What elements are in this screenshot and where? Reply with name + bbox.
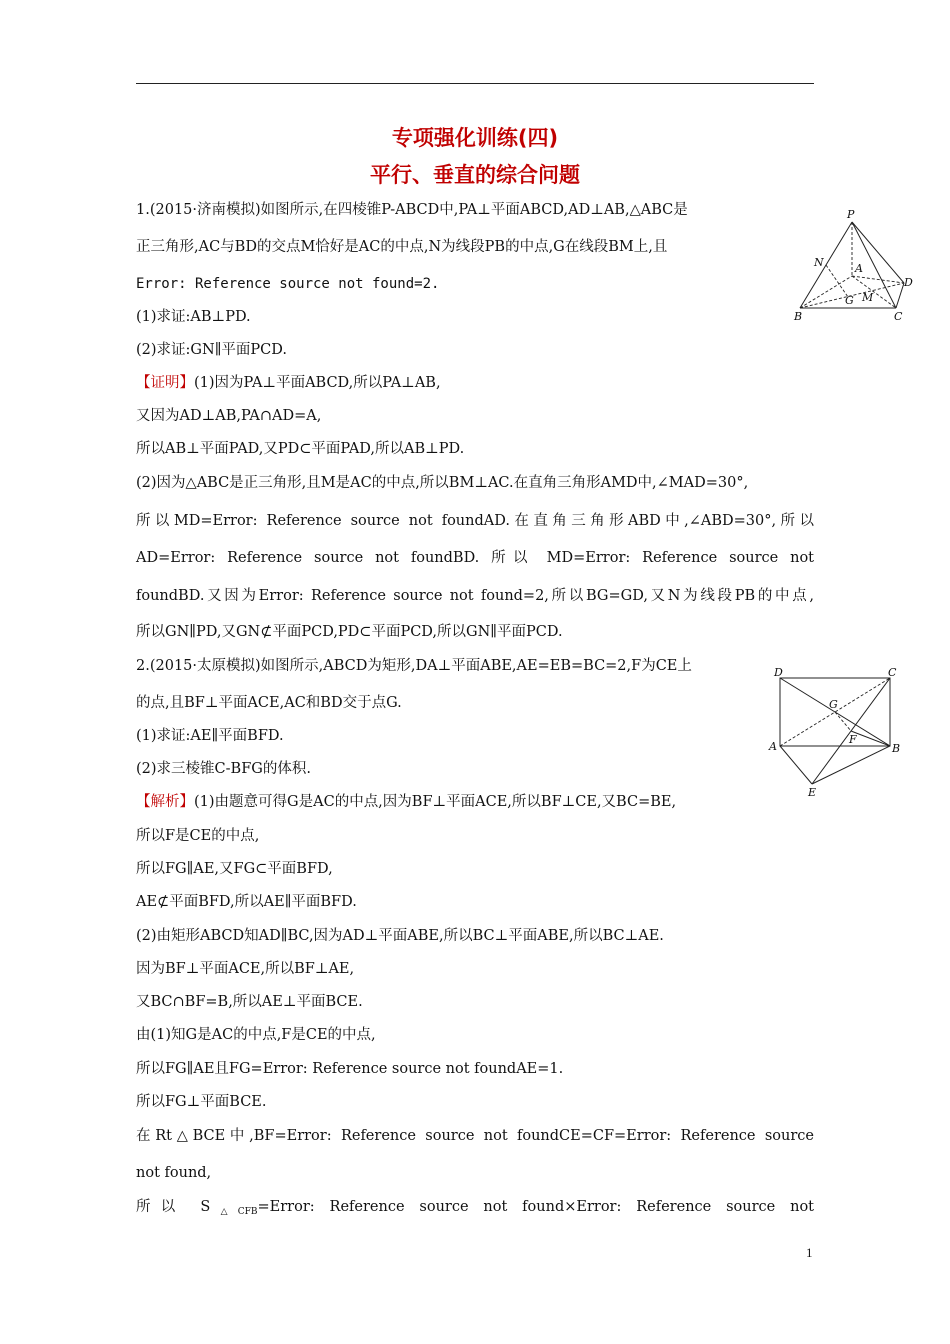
p2-answer-line: 所以FG⊥平面BCE.: [136, 1094, 267, 1110]
p1-answer-line: 所以MD=Error: Reference source not foundAD.在直角三角形ABD中,∠ABD=30°,所以: [136, 513, 814, 529]
p2-answer-line: 又BC∩BF=B,所以AE⊥平面BCE.: [136, 994, 363, 1010]
label-B: B: [794, 310, 803, 323]
p1-question-line: Error: Reference source not found=2.: [136, 276, 440, 292]
p1-question-line: 1.(2015·济南模拟)如图所示,在四棱锥P-ABCD中,PA⊥平面ABCD,AD⊥AB,△ABC是: [136, 202, 688, 218]
p2-answer-line: 由(1)知G是AC的中点,F是CE的中点,: [136, 1027, 376, 1043]
label-C: C: [888, 666, 897, 679]
triangle-subscript: △CFB: [210, 1207, 258, 1217]
label-G: G: [845, 294, 854, 307]
p2-answer-line: 所以F是CE的中点,: [136, 828, 260, 844]
p1-answer-line: foundBD.又因为Error: Reference source not found=2,所以BG=GD,又N为线段PB的中点,: [136, 588, 814, 604]
page-title: 专项强化训练(四): [391, 126, 559, 150]
header-rule: [136, 83, 814, 84]
pyramid-figure: [786, 206, 916, 326]
page-number: 1: [806, 1245, 813, 1260]
p2-question-line: 的点,且BF⊥平面ACE,AC和BD交于点G.: [136, 695, 402, 711]
p2-answer-line: 在Rt△BCE中,BF=Error: Reference source not foundCE=CF=Error: Reference source: [136, 1128, 814, 1144]
label-A: A: [769, 740, 777, 753]
p2-answer-line: 所以FG∥AE且FG=Error: Reference source not foundAE=1.: [136, 1061, 564, 1077]
p1-answer-line: 又因为AD⊥AB,PA∩AD=A,: [136, 408, 322, 424]
p2-part1: (1)求证:AE∥平面BFD.: [136, 728, 284, 744]
label-F: F: [849, 733, 857, 746]
p2-answer-line: (2)由矩形ABCD知AD∥BC,因为AD⊥平面ABE,所以BC⊥平面ABE,所以BC⊥AE.: [136, 928, 664, 944]
label-G: G: [829, 698, 838, 711]
p2-question-line: 2.(2015·太原模拟)如图所示,ABCD为矩形,DA⊥平面ABE,AE=EB=BC=2,F为CE上: [136, 658, 692, 674]
p1-answer-line: 【证明】(1)因为PA⊥平面ABCD,所以PA⊥AB,: [136, 375, 441, 391]
page-subtitle: 平行、垂直的综合问题: [370, 163, 580, 187]
p1-part2: (2)求证:GN∥平面PCD.: [136, 342, 287, 358]
label-D: D: [904, 276, 913, 289]
p2-answer-line: 因为BF⊥平面ACE,所以BF⊥AE,: [136, 961, 355, 977]
p2-answer-line: 【解析】(1)由题意可得G是AC的中点,因为BF⊥平面ACE,所以BF⊥CE,又BC=BE,: [136, 794, 677, 810]
p2-part2: (2)求三棱锥C-BFG的体积.: [136, 761, 311, 777]
p1-answer-line: AD=Error: Reference source not foundBD. 所以 MD=Error: Reference source not: [136, 550, 814, 566]
p2-answer-line: 所以 $S_{\triangle CFB}=Error$: Reference source not found×Error: Reference source not: [136, 1199, 815, 1217]
label-B: B: [892, 742, 901, 755]
p1-answer-line: 所以GN∥PD,又GN⊄平面PCD,PD⊂平面PCD,所以GN∥平面PCD.: [136, 624, 563, 640]
p2-answer-line: not found,: [136, 1165, 212, 1181]
p1-part1: (1)求证:AB⊥PD.: [136, 309, 251, 325]
label-P: P: [847, 208, 855, 221]
proof-tag: 【证明】: [136, 375, 194, 391]
p2-answer-line: AE⊄平面BFD,所以AE∥平面BFD.: [136, 894, 357, 910]
label-M: M: [862, 291, 874, 304]
p1-question-line: 正三角形,AC与BD的交点M恰好是AC的中点,N为线段PB的中点,G在线段BM上,且: [136, 239, 668, 255]
label-N: N: [814, 256, 824, 269]
label-D: D: [774, 666, 783, 679]
p1-answer-line: 所以AB⊥平面PAD,又PD⊂平面PAD,所以AB⊥PD.: [136, 441, 465, 457]
label-E: E: [808, 786, 817, 799]
label-A: A: [855, 262, 863, 275]
p2-answer-line: 所以FG∥AE,又FG⊂平面BFD,: [136, 861, 333, 877]
label-C: C: [894, 310, 903, 323]
p1-answer-line: (2)因为△ABC是正三角形,且M是AC的中点,所以BM⊥AC.在直角三角形AMD中,∠MAD=30°,: [136, 475, 749, 491]
solution-tag: 【解析】: [136, 794, 194, 810]
rectangle-prism-figure: [766, 662, 906, 800]
